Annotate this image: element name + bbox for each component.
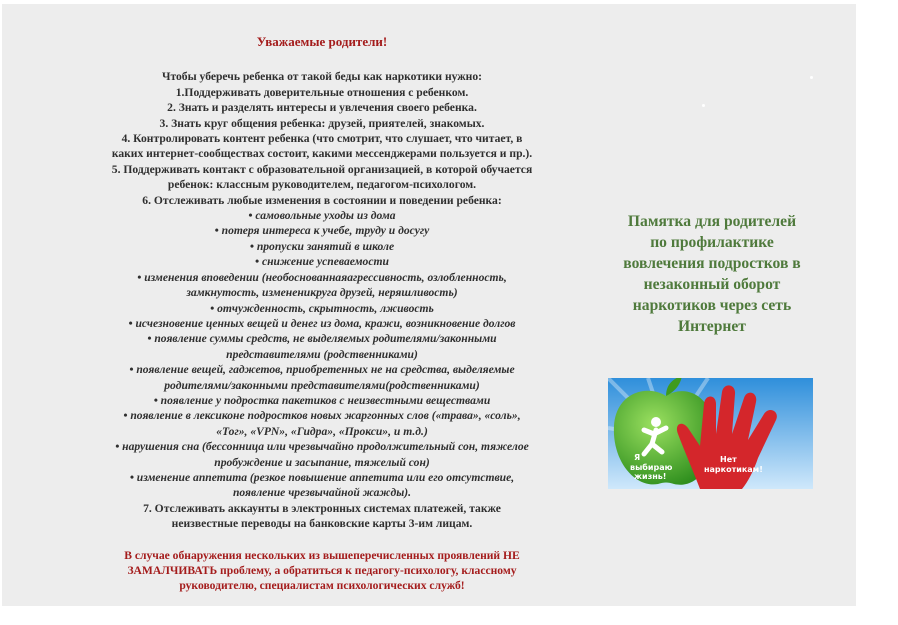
memo-title-line: незаконный оборот xyxy=(643,276,781,293)
memo-title-line: наркотиков через сеть xyxy=(632,297,792,314)
advice-line: родителями/законными представителями(родственниками) xyxy=(164,378,480,392)
advice-line: 4. Контролировать контент ребенка (что смотрит, что слушает, что читает, в xyxy=(121,132,523,146)
advice-line: 5. Поддерживать контакт с образовательной организацией, в которой обучается xyxy=(111,162,533,176)
advice-line: неизвестные переводы на банковские карты 3-им лицам. xyxy=(171,517,473,531)
advice-line: 7. Отслеживать аккаунты в электронных системах платежей, также xyxy=(143,501,501,515)
advice-line: появление чрезвычайной жажды). xyxy=(232,486,412,500)
apple-text-2: выбираю xyxy=(630,463,673,472)
advice-line: представителями (родственниками) xyxy=(226,347,418,361)
advice-line: • самовольные уходы из дома xyxy=(248,209,396,223)
advice-line: пробуждение и засыпание, тяжелый сон) xyxy=(214,455,430,469)
advice-line: 2. Знать и разделять интересы и увлечения своего ребенка. xyxy=(167,101,477,115)
memo-title-line: вовлечения подростков в xyxy=(623,255,801,272)
leaflet-sheet xyxy=(2,4,856,606)
hand-text-2: наркотикам! xyxy=(704,465,763,474)
warning-line: В случае обнаружения нескольких из вышеперечисленных проявлений НЕ xyxy=(124,548,520,562)
advice-line: • отчужденность, скрытность, лживость xyxy=(210,301,434,315)
decor-dot xyxy=(810,76,813,79)
advice-line: • пропуски занятий в школе xyxy=(249,239,395,253)
hand-text-1: Нет xyxy=(720,455,737,464)
advice-line: • снижение успеваемости xyxy=(255,255,389,269)
advice-line: • исчезновение ценных вещей и денег из дома, кражи, возникновение долгов xyxy=(128,316,516,330)
heading: Уважаемые родители! xyxy=(256,34,388,49)
advice-list xyxy=(62,69,582,531)
advice-line: ребенок: классным руководителем, педагогом-психологом. xyxy=(167,178,477,192)
advice-line: • изменения вповедении (необоснованнаяагрессивность, озлобленность, xyxy=(137,270,507,284)
advice-line: • появление суммы средств, не выделяемых родителями/законными xyxy=(147,332,497,346)
advice-line: • изменение аппетита (резкое повышение аппетита или его отсутствие, xyxy=(129,470,515,484)
advice-line: • нарушения сна (бессонница или чрезвычайно продолжительный сон, тяжелое xyxy=(115,440,529,454)
memo-title-line: по профилактике xyxy=(650,234,774,251)
memo-title xyxy=(602,211,822,337)
advice-line: «Тог», «VPN», «Гидра», «Прокси», и т.д.) xyxy=(216,424,428,438)
advice-line: • появление вещей, гаджетов, приобретенных не на средства, выделяемые xyxy=(129,363,515,377)
advice-line: • появление в лексиконе подростков новых жаргонных слов («трава», «соль», xyxy=(123,409,521,423)
advice-line: Чтобы уберечь ребенка от такой беды как наркотики нужно: xyxy=(161,70,483,84)
apple-text-1: Я xyxy=(634,453,641,462)
apple-text-3: жизнь! xyxy=(634,472,667,481)
decor-dot xyxy=(702,104,705,107)
advice-line: 6. Отслеживать любые изменения в состоянии и поведении ребенка: xyxy=(142,193,502,207)
no-drugs-poster xyxy=(608,378,813,489)
advice-line: • потеря интереса к учебе, труду и досугу xyxy=(214,224,430,238)
warning-line: ЗАМАЛЧИВАТЬ проблему, а обратиться к педагогу-психологу, классному xyxy=(127,563,517,577)
warning-line: руководителю, специалистам психологических служб! xyxy=(179,579,465,592)
warning-text xyxy=(62,548,582,594)
advice-line: • появление у подростка пакетиков с неизвестными веществами xyxy=(153,393,491,407)
advice-line: 1.Поддерживать доверительные отношения с ребенком. xyxy=(175,85,469,99)
advice-line: 3. Знать круг общения ребенка: друзей, приятелей, знакомых. xyxy=(159,116,485,130)
memo-title-line: Интернет xyxy=(678,318,746,335)
memo-title-line: Памятка для родителей xyxy=(627,213,797,230)
advice-column xyxy=(62,34,582,593)
advice-line: каких интернет-сообществах состоит, какими мессенджерами пользуется и пр.). xyxy=(111,147,533,161)
advice-line: замкнутость, измененикруга друзей, неряшливость) xyxy=(186,286,458,300)
poster-image xyxy=(608,378,813,489)
